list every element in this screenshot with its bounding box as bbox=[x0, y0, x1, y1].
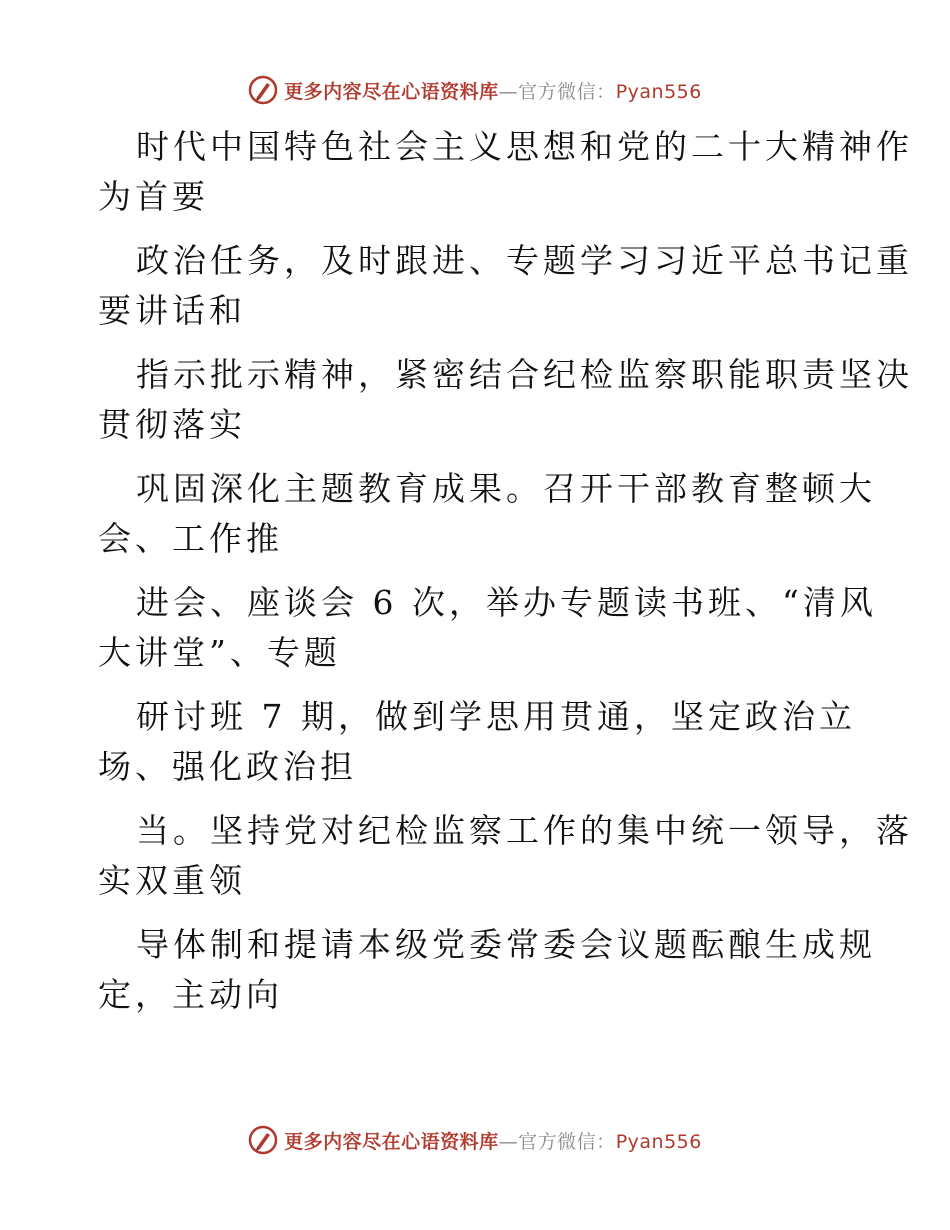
watermark-wechat-label: 官方微信： bbox=[518, 80, 616, 103]
watermark-site-name: 更多内容尽在心语资料库 bbox=[284, 80, 499, 103]
paragraph-line: 政治任务，及时跟进、专题学习习近平总书记重 bbox=[136, 241, 913, 280]
paragraph-line: 大讲堂”、专题 bbox=[98, 633, 341, 672]
watermark-dash: — bbox=[498, 1130, 519, 1153]
watermark-text bbox=[284, 1127, 702, 1154]
paragraph bbox=[98, 920, 876, 1020]
paragraph-line: 要讲话和 bbox=[98, 291, 246, 330]
watermark-text bbox=[284, 77, 702, 104]
paragraph-line: 当。坚持党对纪检监察工作的集中统一领导，落 bbox=[136, 811, 913, 850]
watermark-site-name: 更多内容尽在心语资料库 bbox=[284, 1130, 499, 1153]
paragraph bbox=[98, 578, 877, 678]
paragraph-line: 研讨班 7 期，做到学思用贯通，坚定政治立 bbox=[136, 697, 856, 736]
paragraph bbox=[98, 806, 913, 906]
paragraph bbox=[98, 692, 858, 792]
paragraph-line: 巩固深化主题教育成果。召开干部教育整顿大 bbox=[136, 469, 876, 508]
watermark-wechat-label: 官方微信： bbox=[518, 1130, 616, 1153]
paragraph-line: 指示批示精神，紧密结合纪检监察职能职责坚决 bbox=[136, 355, 913, 394]
paragraph-line: 为首要 bbox=[98, 177, 209, 216]
paragraph-line: 场、强化政治担 bbox=[98, 747, 357, 786]
watermark-wechat-id: Pyan556 bbox=[615, 1130, 702, 1153]
watermark-wechat-id: Pyan556 bbox=[615, 80, 702, 103]
paragraph bbox=[98, 122, 913, 222]
document-body bbox=[98, 122, 913, 1020]
paragraph-line: 进会、座谈会 6 次，举办专题读书班、“清风 bbox=[136, 583, 877, 622]
paragraph-line: 时代中国特色社会主义思想和党的二十大精神作 bbox=[136, 127, 913, 166]
quill-pen-icon bbox=[248, 1125, 278, 1155]
footer-watermark bbox=[0, 1120, 950, 1160]
paragraph bbox=[98, 350, 913, 450]
paragraph-line: 导体制和提请本级党委常委会议题酝酿生成规 bbox=[136, 925, 876, 964]
quill-pen-icon bbox=[248, 75, 278, 105]
paragraph bbox=[98, 464, 876, 564]
paragraph-line: 定，主动向 bbox=[98, 975, 283, 1014]
header-watermark bbox=[0, 70, 950, 110]
paragraph-line: 实双重领 bbox=[98, 861, 246, 900]
paragraph-line: 贯彻落实 bbox=[98, 405, 246, 444]
watermark-dash: — bbox=[498, 80, 519, 103]
paragraph-line: 会、工作推 bbox=[98, 519, 283, 558]
paragraph bbox=[98, 236, 913, 336]
